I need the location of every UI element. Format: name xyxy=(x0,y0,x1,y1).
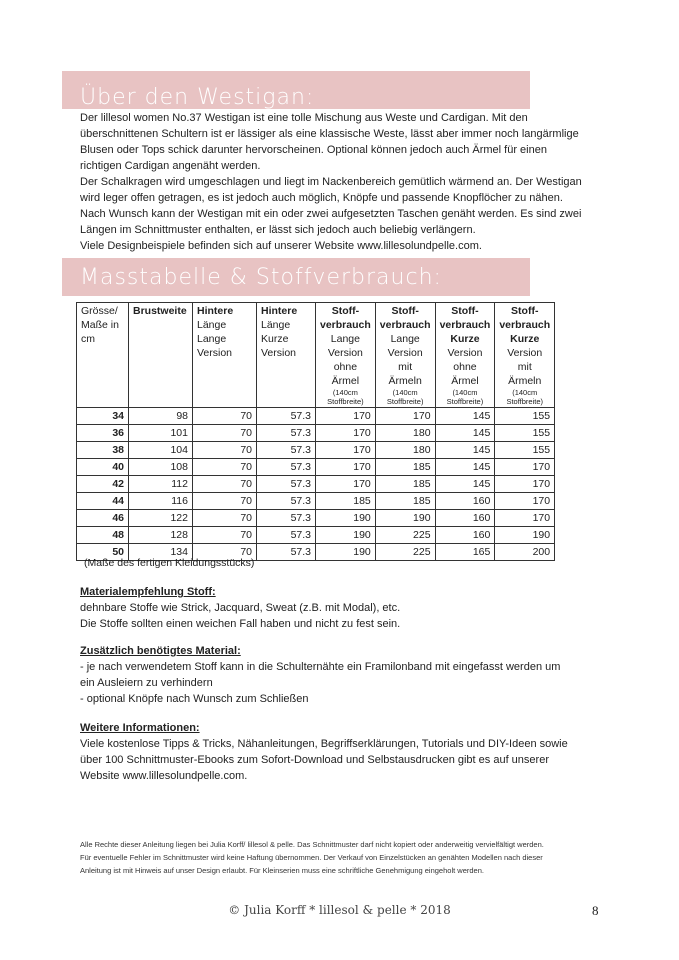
value-cell: 170 xyxy=(316,408,376,425)
value-cell: 155 xyxy=(495,425,555,442)
extra-material-line: - je nach verwendetem Stoff kann in die Schulternähte ein Framilonband mit eingefasst werden um xyxy=(80,661,561,673)
info-section xyxy=(80,720,600,784)
value-cell: 70 xyxy=(193,527,257,544)
size-cell: 48 xyxy=(77,527,129,544)
value-cell: 116 xyxy=(129,493,193,510)
value-cell: 70 xyxy=(193,425,257,442)
value-cell: 180 xyxy=(375,442,435,459)
size-table xyxy=(76,302,555,561)
about-paragraph xyxy=(80,110,600,254)
about-line: Nach Wunsch kann der Westigan mit ein oder zwei aufgesetzten Taschen genäht werden. Es sind zwei xyxy=(80,208,582,220)
value-cell: 108 xyxy=(129,459,193,476)
legal-line: Für eventuelle Fehler im Schnittmuster wird keine Haftung übernommen. Der Verkauf von Einzelstücken an genähten Modellen nach dieser xyxy=(80,853,543,862)
size-cell: 50 xyxy=(77,544,129,561)
value-cell: 57.3 xyxy=(257,527,316,544)
size-cell: 44 xyxy=(77,493,129,510)
about-line: Blusen oder Tops schick darunter hervorscheinen. Optional können jedoch auch Ärmel für einen xyxy=(80,144,547,156)
value-cell: 170 xyxy=(316,459,376,476)
value-cell: 104 xyxy=(129,442,193,459)
info-line: Website www.lillesolundpelle.com. xyxy=(80,770,248,782)
table-row xyxy=(77,527,555,544)
value-cell: 101 xyxy=(129,425,193,442)
header-fabric-long-no-sleeves: Stoff- verbrauch Lange Version ohne Ärmel (140cm Stoffbreite) xyxy=(316,303,376,408)
value-cell: 145 xyxy=(435,408,495,425)
value-cell: 57.3 xyxy=(257,442,316,459)
about-line: Der lillesol women No.37 Westigan ist eine tolle Mischung aus Weste und Cardigan. Mit den xyxy=(80,112,528,124)
about-line: richtigen Cardigan angenäht werden. xyxy=(80,160,261,172)
about-line: Der Schalkragen wird umgeschlagen und liegt im Nackenbereich gemütlich wärmend an. Der Westigan xyxy=(80,176,582,188)
about-line: Längen im Schnittmuster enthalten, er lässt sich jedoch auch beliebig verlängern. xyxy=(80,224,476,236)
value-cell: 170 xyxy=(316,476,376,493)
value-cell: 170 xyxy=(375,408,435,425)
value-cell: 112 xyxy=(129,476,193,493)
value-cell: 57.3 xyxy=(257,476,316,493)
value-cell: 190 xyxy=(316,544,376,561)
header-back-short: Hintere Länge Kurze Version xyxy=(257,303,316,408)
value-cell: 70 xyxy=(193,544,257,561)
value-cell: 145 xyxy=(435,476,495,493)
table-row xyxy=(77,459,555,476)
value-cell: 57.3 xyxy=(257,544,316,561)
value-cell: 190 xyxy=(316,527,376,544)
header-fabric-short-no-sleeves: Stoff- verbrauch Kurze Version ohne Ärmel (140cm Stoffbreite) xyxy=(435,303,495,408)
table-row xyxy=(77,442,555,459)
section-title-about: Über den Westigan: xyxy=(80,85,315,110)
value-cell: 190 xyxy=(316,510,376,527)
value-cell: 225 xyxy=(375,527,435,544)
value-cell: 180 xyxy=(375,425,435,442)
size-cell: 36 xyxy=(77,425,129,442)
header-chest: Brustweite xyxy=(129,303,193,408)
value-cell: 70 xyxy=(193,510,257,527)
value-cell: 200 xyxy=(495,544,555,561)
value-cell: 145 xyxy=(435,459,495,476)
value-cell: 155 xyxy=(495,442,555,459)
value-cell: 170 xyxy=(316,442,376,459)
value-cell: 128 xyxy=(129,527,193,544)
material-line: Die Stoffe sollten einen weichen Fall haben und nicht zu fest sein. xyxy=(80,618,401,630)
value-cell: 170 xyxy=(495,459,555,476)
size-cell: 46 xyxy=(77,510,129,527)
value-cell: 160 xyxy=(435,527,495,544)
value-cell: 165 xyxy=(435,544,495,561)
extra-material-line: ein Ausleiern zu verhindern xyxy=(80,677,213,689)
value-cell: 185 xyxy=(375,493,435,510)
legal-line: Anleitung ist mit Hinweis auf unser Design erlaubt. Für Kleinserien muss eine schriftliche Genehmigung eingeholt werden. xyxy=(80,866,484,875)
value-cell: 190 xyxy=(375,510,435,527)
value-cell: 122 xyxy=(129,510,193,527)
value-cell: 70 xyxy=(193,493,257,510)
section-title-sizes: Masstabelle & Stoffverbrauch: xyxy=(80,265,442,290)
value-cell: 98 xyxy=(129,408,193,425)
table-caption: (Maße des fertigen Kleidungsstücks) xyxy=(84,557,255,569)
size-cell: 42 xyxy=(77,476,129,493)
value-cell: 57.3 xyxy=(257,459,316,476)
value-cell: 70 xyxy=(193,459,257,476)
value-cell: 70 xyxy=(193,442,257,459)
value-cell: 145 xyxy=(435,425,495,442)
size-cell: 38 xyxy=(77,442,129,459)
page-number: 8 xyxy=(592,903,599,918)
size-table-header-row xyxy=(77,303,555,408)
value-cell: 57.3 xyxy=(257,493,316,510)
value-cell: 225 xyxy=(375,544,435,561)
table-row xyxy=(77,510,555,527)
footer-copyright: © Julia Korff * lillesol & pelle * 2018 xyxy=(228,903,451,917)
value-cell: 57.3 xyxy=(257,408,316,425)
extra-material-line: - optional Knöpfe nach Wunsch zum Schließen xyxy=(80,693,309,705)
extra-material-heading: Zusätzlich benötigtes Material: xyxy=(80,645,241,657)
value-cell: 170 xyxy=(495,476,555,493)
value-cell: 185 xyxy=(375,476,435,493)
material-line: dehnbare Stoffe wie Strick, Jacquard, Sweat (z.B. mit Modal), etc. xyxy=(80,602,401,614)
extra-material-section xyxy=(80,643,600,707)
header-fabric-short-sleeves: Stoff- verbrauch Kurze Version mit Ärmeln (140cm Stoffbreite) xyxy=(495,303,555,408)
legal-line: Alle Rechte dieser Anleitung liegen bei Julia Korff/ lillesol & pelle. Das Schnittmuster darf nicht kopiert oder anderweitig vervielfältigt werden. xyxy=(80,840,544,849)
about-line: Viele Designbeispiele befinden sich auf unserer Website www.lillesolundpelle.com. xyxy=(80,240,482,252)
header-fabric-long-sleeves: Stoff- verbrauch Lange Version mit Ärmeln (140cm Stoffbreite) xyxy=(375,303,435,408)
value-cell: 155 xyxy=(495,408,555,425)
header-back-long: Hintere Länge Lange Version xyxy=(193,303,257,408)
value-cell: 185 xyxy=(316,493,376,510)
value-cell: 190 xyxy=(495,527,555,544)
value-cell: 170 xyxy=(495,493,555,510)
value-cell: 57.3 xyxy=(257,425,316,442)
value-cell: 145 xyxy=(435,442,495,459)
value-cell: 70 xyxy=(193,408,257,425)
table-row xyxy=(77,425,555,442)
value-cell: 134 xyxy=(129,544,193,561)
size-cell: 40 xyxy=(77,459,129,476)
size-cell: 34 xyxy=(77,408,129,425)
value-cell: 170 xyxy=(316,425,376,442)
legal-note xyxy=(80,838,600,877)
value-cell: 160 xyxy=(435,510,495,527)
value-cell: 170 xyxy=(495,510,555,527)
value-cell: 185 xyxy=(375,459,435,476)
value-cell: 70 xyxy=(193,476,257,493)
header-size: Grösse/ Maße in cm xyxy=(77,303,129,408)
table-row xyxy=(77,476,555,493)
material-heading: Materialempfehlung Stoff: xyxy=(80,586,216,598)
info-line: Viele kostenlose Tipps & Tricks, Nähanleitungen, Begriffserklärungen, Tutorials und DIY-Ideen sowie xyxy=(80,738,568,750)
value-cell: 160 xyxy=(435,493,495,510)
table-row xyxy=(77,493,555,510)
info-heading: Weitere Informationen: xyxy=(80,722,200,734)
about-line: überschnittenen Schultern ist er lässiger als eine klassische Weste, lässt aber immer noch langärmlige xyxy=(80,128,579,140)
about-line: wird leger offen getragen, es ist jedoch auch möglich, Knöpfe und passende Knopflöcher zu nähen. xyxy=(80,192,563,204)
value-cell: 57.3 xyxy=(257,510,316,527)
material-section xyxy=(80,584,600,632)
info-line: über 100 Schnittmuster-Ebooks zum Sofort-Download und Selbstausdrucken gibt es auf unserer xyxy=(80,754,549,766)
table-row xyxy=(77,408,555,425)
